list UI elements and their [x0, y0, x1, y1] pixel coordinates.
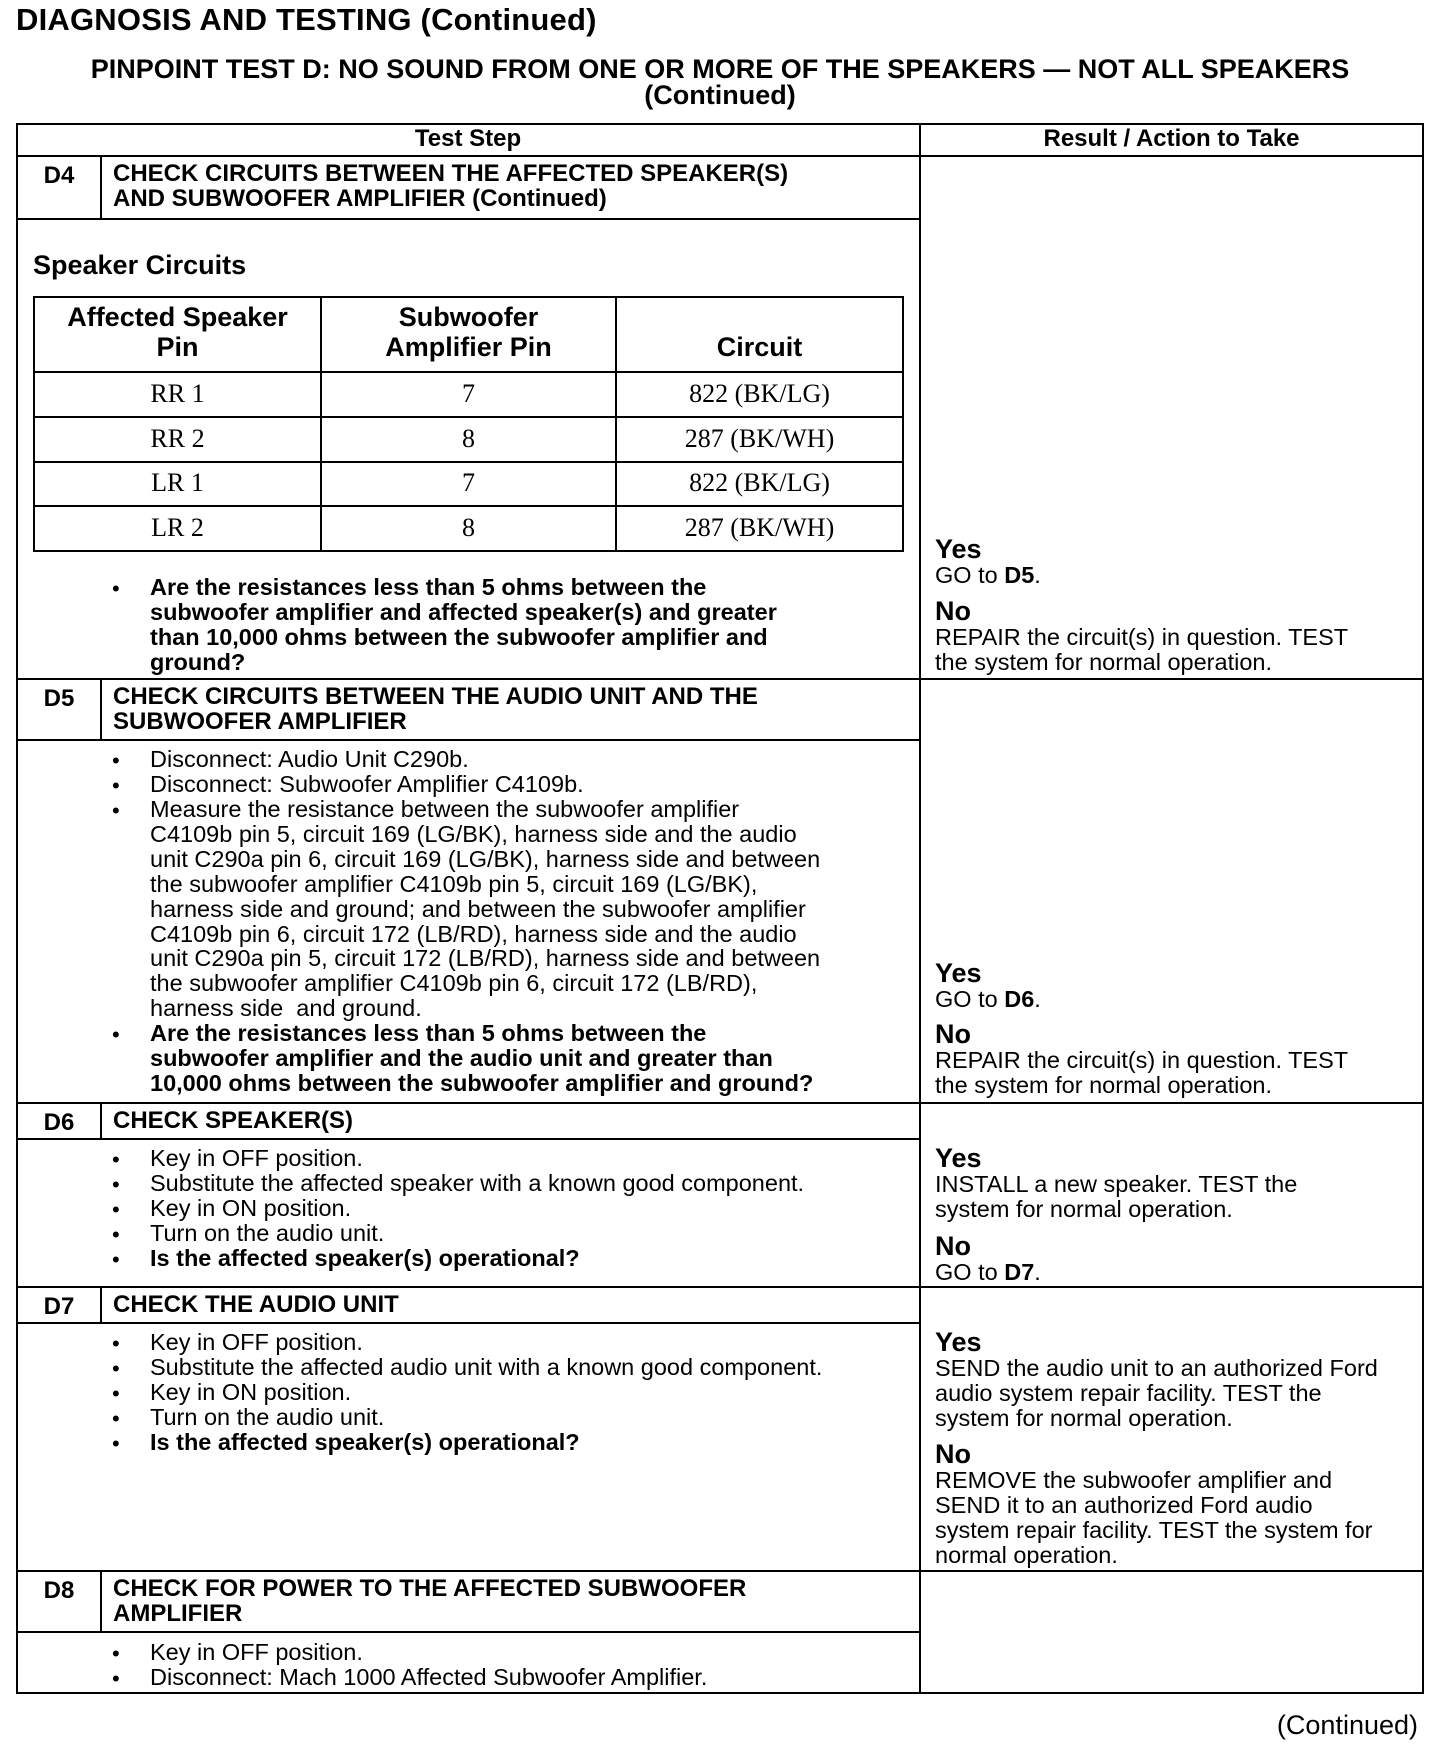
step-title: CHECK CIRCUITS BETWEEN THE AFFECTED SPEAKER(S): [113, 160, 789, 187]
header-row-rule: [16, 155, 1424, 157]
bullet-icon: •: [112, 1022, 120, 1047]
bullet-icon: •: [112, 1431, 120, 1456]
step-instruction: Substitute the affected audio unit with a known good component.: [150, 1354, 823, 1380]
result-no-action: REMOVE the subwoofer amplifier and SEND it to an authorized Ford audio system repair facility. TEST the system for normal operation.: [935, 1467, 1373, 1568]
step-title: CHECK SPEAKER(S): [113, 1107, 354, 1134]
step-separator-d7: [16, 1286, 1424, 1288]
bullet-icon: •: [112, 798, 120, 823]
circuits-table-row-rule: [33, 461, 904, 463]
col-header-subwoofer-amplifier-pin: Subwoofer: [398, 302, 539, 332]
result-yes-label: Yes: [935, 1327, 982, 1357]
circuits-table-right: [902, 296, 904, 552]
bullet-icon: •: [112, 773, 120, 798]
d5-title-rule: [16, 739, 920, 741]
table-cell: RR 1: [150, 379, 205, 408]
table-cell: 287 (BK/WH): [684, 424, 835, 453]
step-id: D8: [43, 1577, 75, 1604]
result-yes-label: Yes: [935, 958, 982, 988]
column-divider: [919, 123, 921, 1694]
table-border-left: [16, 123, 18, 1694]
result-yes-action: INSTALL a new speaker. TEST the system for normal operation.: [935, 1171, 1298, 1222]
circuits-table-header-rule: [33, 371, 904, 373]
step-instruction: Key in OFF position.: [150, 1329, 363, 1355]
step-instruction: Disconnect: Subwoofer Amplifier C4109b.: [150, 771, 584, 797]
step-instruction: Key in ON position.: [150, 1195, 352, 1221]
result-yes-label: Yes: [935, 534, 982, 564]
step-id: D6: [43, 1109, 75, 1136]
step-separator-d5: [16, 678, 1424, 680]
step-instruction: Measure the resistance between the subwoofer amplifier C4109b pin 5, circuit 169 (LG/BK), harness side and the audio unit C290a pin 6, circuit 169 (LG/BK), harness side and between the subwoofer amplifier C4109b pin 5, circuit 169 (LG/BK), harness side and ground; and between the subwoofer amplifier C4109b pin 6, circuit 172 (LB/RD), harness side and the audio unit C290a pin 5, circuit 172 (LB/RD), harness side and between the subwoofer amplifier C4109b pin 6, circuit 172 (LB/RD), harness side and ground.: [150, 796, 821, 1022]
speaker-circuits-heading: Speaker Circuits: [33, 250, 247, 280]
table-cell: 7: [462, 468, 475, 497]
bullet-icon: •: [112, 576, 120, 601]
step-question: Is the affected speaker(s) operational?: [150, 1245, 580, 1271]
step-separator-d8: [16, 1570, 1424, 1572]
bullet-icon: •: [112, 748, 120, 773]
step-title: AMPLIFIER: [113, 1600, 243, 1627]
result-yes-action: GO to D6.: [935, 986, 1041, 1012]
table-cell: 822 (BK/LG): [689, 468, 830, 497]
bullet-icon: •: [112, 1666, 120, 1691]
step-title: SUBWOOFER AMPLIFIER: [113, 708, 407, 735]
step-question: Is the affected speaker(s) operational?: [150, 1429, 580, 1455]
circuits-table-bottom: [33, 550, 904, 552]
result-yes-action: GO to D5.: [935, 562, 1041, 588]
result-no-label: No: [935, 596, 971, 626]
table-border-bottom: [16, 1692, 1424, 1694]
table-cell: 7: [462, 379, 475, 408]
step-instruction: Key in OFF position.: [150, 1145, 363, 1171]
step-instruction: Key in OFF position.: [150, 1639, 363, 1665]
bullet-icon: •: [112, 1172, 120, 1197]
table-cell: 287 (BK/WH): [684, 513, 835, 542]
result-no-action: REPAIR the circuit(s) in question. TEST the system for normal operation.: [935, 624, 1349, 675]
bullet-icon: •: [112, 1641, 120, 1666]
table-cell: 8: [462, 513, 475, 542]
table-cell: LR 2: [151, 513, 204, 542]
bullet-icon: •: [112, 1356, 120, 1381]
pinpoint-test-title: PINPOINT TEST D: NO SOUND FROM ONE OR MORE OF THE SPEAKERS — NOT ALL SPEAKERS: [90, 54, 1350, 84]
column-header-result: Result / Action to Take: [1043, 125, 1300, 152]
step-title: CHECK THE AUDIO UNIT: [113, 1291, 399, 1318]
result-yes-label: Yes: [935, 1143, 982, 1173]
bullet-icon: •: [112, 1147, 120, 1172]
pinpoint-test-continued: (Continued): [644, 80, 796, 110]
step-instruction: Turn on the audio unit.: [150, 1220, 385, 1246]
circuits-table-row-rule: [33, 416, 904, 418]
result-no-label: No: [935, 1019, 971, 1049]
step-id: D5: [43, 685, 75, 712]
step-question: Are the resistances less than 5 ohms between the subwoofer amplifier and affected speaker(s) and greater than 10,000 ohms between the subwoofer amplifier and ground?: [150, 574, 777, 675]
result-no-action: REPAIR the circuit(s) in question. TEST the system for normal operation.: [935, 1047, 1349, 1098]
step-title: CHECK CIRCUITS BETWEEN THE AUDIO UNIT AND THE: [113, 683, 758, 710]
table-cell: 8: [462, 424, 475, 453]
table-border-right: [1422, 123, 1424, 1694]
result-no-label: No: [935, 1439, 971, 1469]
page-title: DIAGNOSIS AND TESTING (Continued): [16, 2, 597, 37]
result-no-label: No: [935, 1231, 971, 1261]
step-id: D7: [43, 1293, 75, 1320]
step-separator-d6: [16, 1102, 1424, 1104]
bullet-icon: •: [112, 1331, 120, 1356]
table-cell: RR 2: [150, 424, 205, 453]
col-header-affected-speaker-pin: Affected Speaker: [67, 302, 288, 332]
bullet-icon: •: [112, 1406, 120, 1431]
d7-title-rule: [16, 1322, 920, 1324]
col-header-circuit: Circuit: [716, 332, 803, 362]
step-instruction: Disconnect: Mach 1000 Affected Subwoofer Amplifier.: [150, 1664, 708, 1690]
step-id: D4: [43, 162, 75, 189]
result-yes-action: SEND the audio unit to an authorized Ford audio system repair facility. TEST the system for normal operation.: [935, 1355, 1378, 1431]
continued-footer: (Continued): [1276, 1710, 1418, 1740]
bullet-icon: •: [112, 1247, 120, 1272]
bullet-icon: •: [112, 1222, 120, 1247]
column-header-test-step: Test Step: [414, 125, 522, 152]
bullet-icon: •: [112, 1197, 120, 1222]
step-instruction: Disconnect: Audio Unit C290b.: [150, 746, 469, 772]
circuits-table-top: [33, 296, 904, 298]
step-title: AND SUBWOOFER AMPLIFIER (Continued): [113, 185, 607, 212]
d6-title-rule: [16, 1138, 920, 1140]
step-instruction: Turn on the audio unit.: [150, 1404, 385, 1430]
d4-title-rule: [16, 218, 920, 220]
result-no-action: GO to D7.: [935, 1259, 1041, 1285]
step-instruction: Substitute the affected speaker with a known good component.: [150, 1170, 805, 1196]
table-cell: 822 (BK/LG): [689, 379, 830, 408]
col-header-affected-speaker-pin: Pin: [156, 332, 199, 362]
circuits-table-row-rule: [33, 505, 904, 507]
step-question: Are the resistances less than 5 ohms between the subwoofer amplifier and the audio unit and greater than 10,000 ohms between the subwoofer amplifier and ground?: [150, 1020, 814, 1096]
table-cell: LR 1: [151, 468, 204, 497]
col-header-subwoofer-amplifier-pin: Amplifier Pin: [385, 332, 552, 362]
step-instruction: Key in ON position.: [150, 1379, 352, 1405]
step-title: CHECK FOR POWER TO THE AFFECTED SUBWOOFER: [113, 1575, 747, 1602]
d8-title-rule: [16, 1631, 920, 1633]
bullet-icon: •: [112, 1381, 120, 1406]
